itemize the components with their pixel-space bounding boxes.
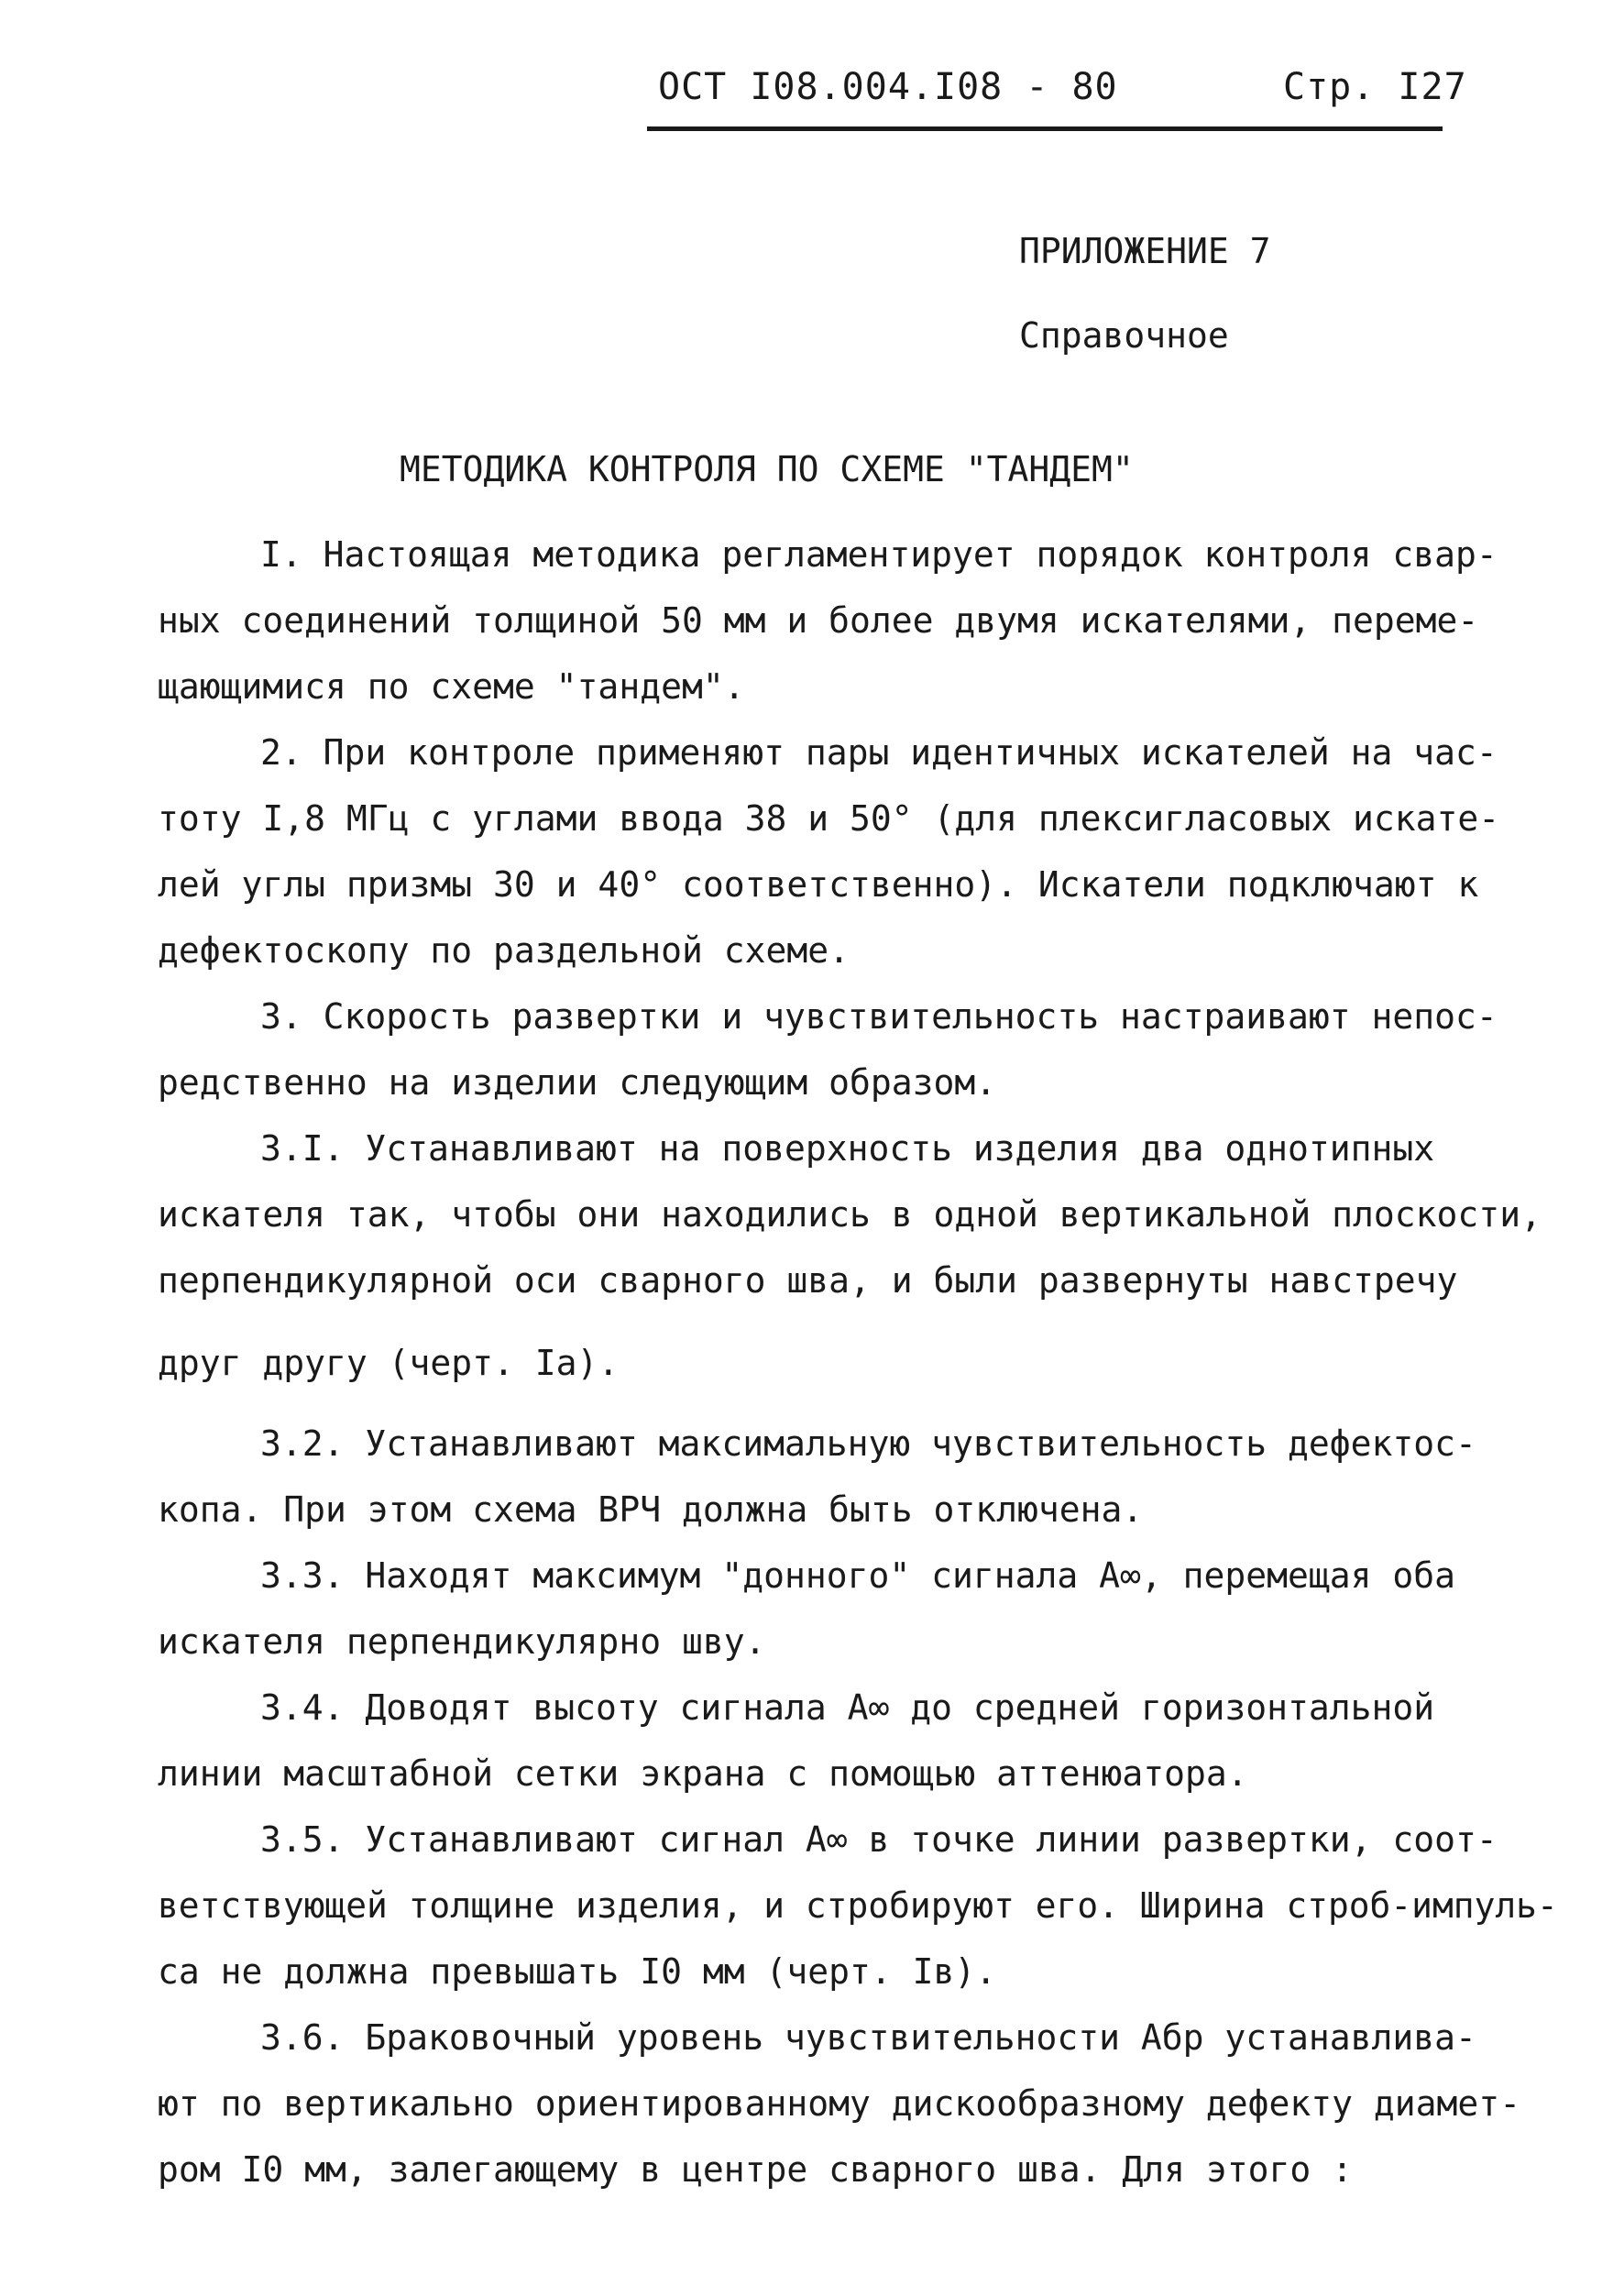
- text-line: 3.2. Устанавливают максимальную чувствительность дефектос-: [260, 1423, 1476, 1464]
- appendix-type: Справочное: [1019, 315, 1229, 356]
- text-line: ветствующей толщине изделия, и стробируют его. Ширина строб-импуль-: [158, 1885, 1558, 1926]
- appendix-label: ПРИЛОЖЕНИЕ 7: [1019, 231, 1271, 271]
- text-line: ют по вертикально ориентированному дискообразному дефекту диамет-: [158, 2083, 1521, 2124]
- text-line: ных соединений толщиной 50 мм и более двумя искателями, переме-: [158, 600, 1479, 641]
- text-line: друг другу (черт. Iа).: [158, 1343, 620, 1383]
- header-rule: [647, 126, 1443, 131]
- text-line: 3. Скорость развертки и чувствительность настраивают непос-: [260, 996, 1498, 1037]
- text-line: искателя перпендикулярно шву.: [158, 1621, 766, 1662]
- document-code: ОСТ I08.004.I08 - 80: [658, 66, 1118, 108]
- text-line: редственно на изделии следующим образом.: [158, 1062, 997, 1103]
- page-number: Стр. I27: [1283, 66, 1467, 108]
- text-line: линии масштабной сетки экрана с помощью аттенюатора.: [158, 1753, 1248, 1794]
- text-line: I. Настоящая методика регламентирует порядок контроля свар-: [260, 534, 1498, 575]
- text-line: 2. При контроле применяют пары идентичных искателей на час-: [260, 732, 1498, 773]
- text-line: ром I0 мм, залегающему в центре сварного шва. Для этого :: [158, 2149, 1354, 2190]
- text-line: 3.6. Браковочный уровень чувствительности Абр устанавлива-: [260, 2017, 1476, 2058]
- text-line: лей углы призмы 30 и 40° соответственно). Искатели подключают к: [158, 864, 1479, 905]
- text-line: искателя так, чтобы они находились в одной вертикальной плоскости,: [158, 1194, 1542, 1235]
- text-line: дефектоскопу по раздельной схеме.: [158, 930, 850, 971]
- text-line: 3.4. Доводят высоту сигнала A∞ до средней горизонтальной: [260, 1687, 1435, 1728]
- text-line: щающимися по схеме "тандем".: [158, 666, 745, 707]
- text-line: са не должна превышать I0 мм (черт. Iв).: [158, 1951, 997, 1992]
- document-title: МЕТОДИКА КОНТРОЛЯ ПО СХЕМЕ "ТАНДЕМ": [400, 449, 1134, 489]
- text-line: тоту I,8 МГц с углами ввода 38 и 50° (для плексигласовых искате-: [158, 798, 1500, 839]
- text-line: перпендикулярной оси сварного шва, и были развернуты навстречу: [158, 1260, 1458, 1301]
- text-line: 3.5. Устанавливают сигнал A∞ в точке линии развертки, соот-: [260, 1819, 1498, 1860]
- text-line: копа. При этом схема ВРЧ должна быть отключена.: [158, 1489, 1144, 1530]
- text-line: 3.I. Устанавливают на поверхность изделия два однотипных: [260, 1128, 1435, 1169]
- text-line: 3.3. Находят максимум "донного" сигнала A∞, перемещая оба: [260, 1555, 1456, 1596]
